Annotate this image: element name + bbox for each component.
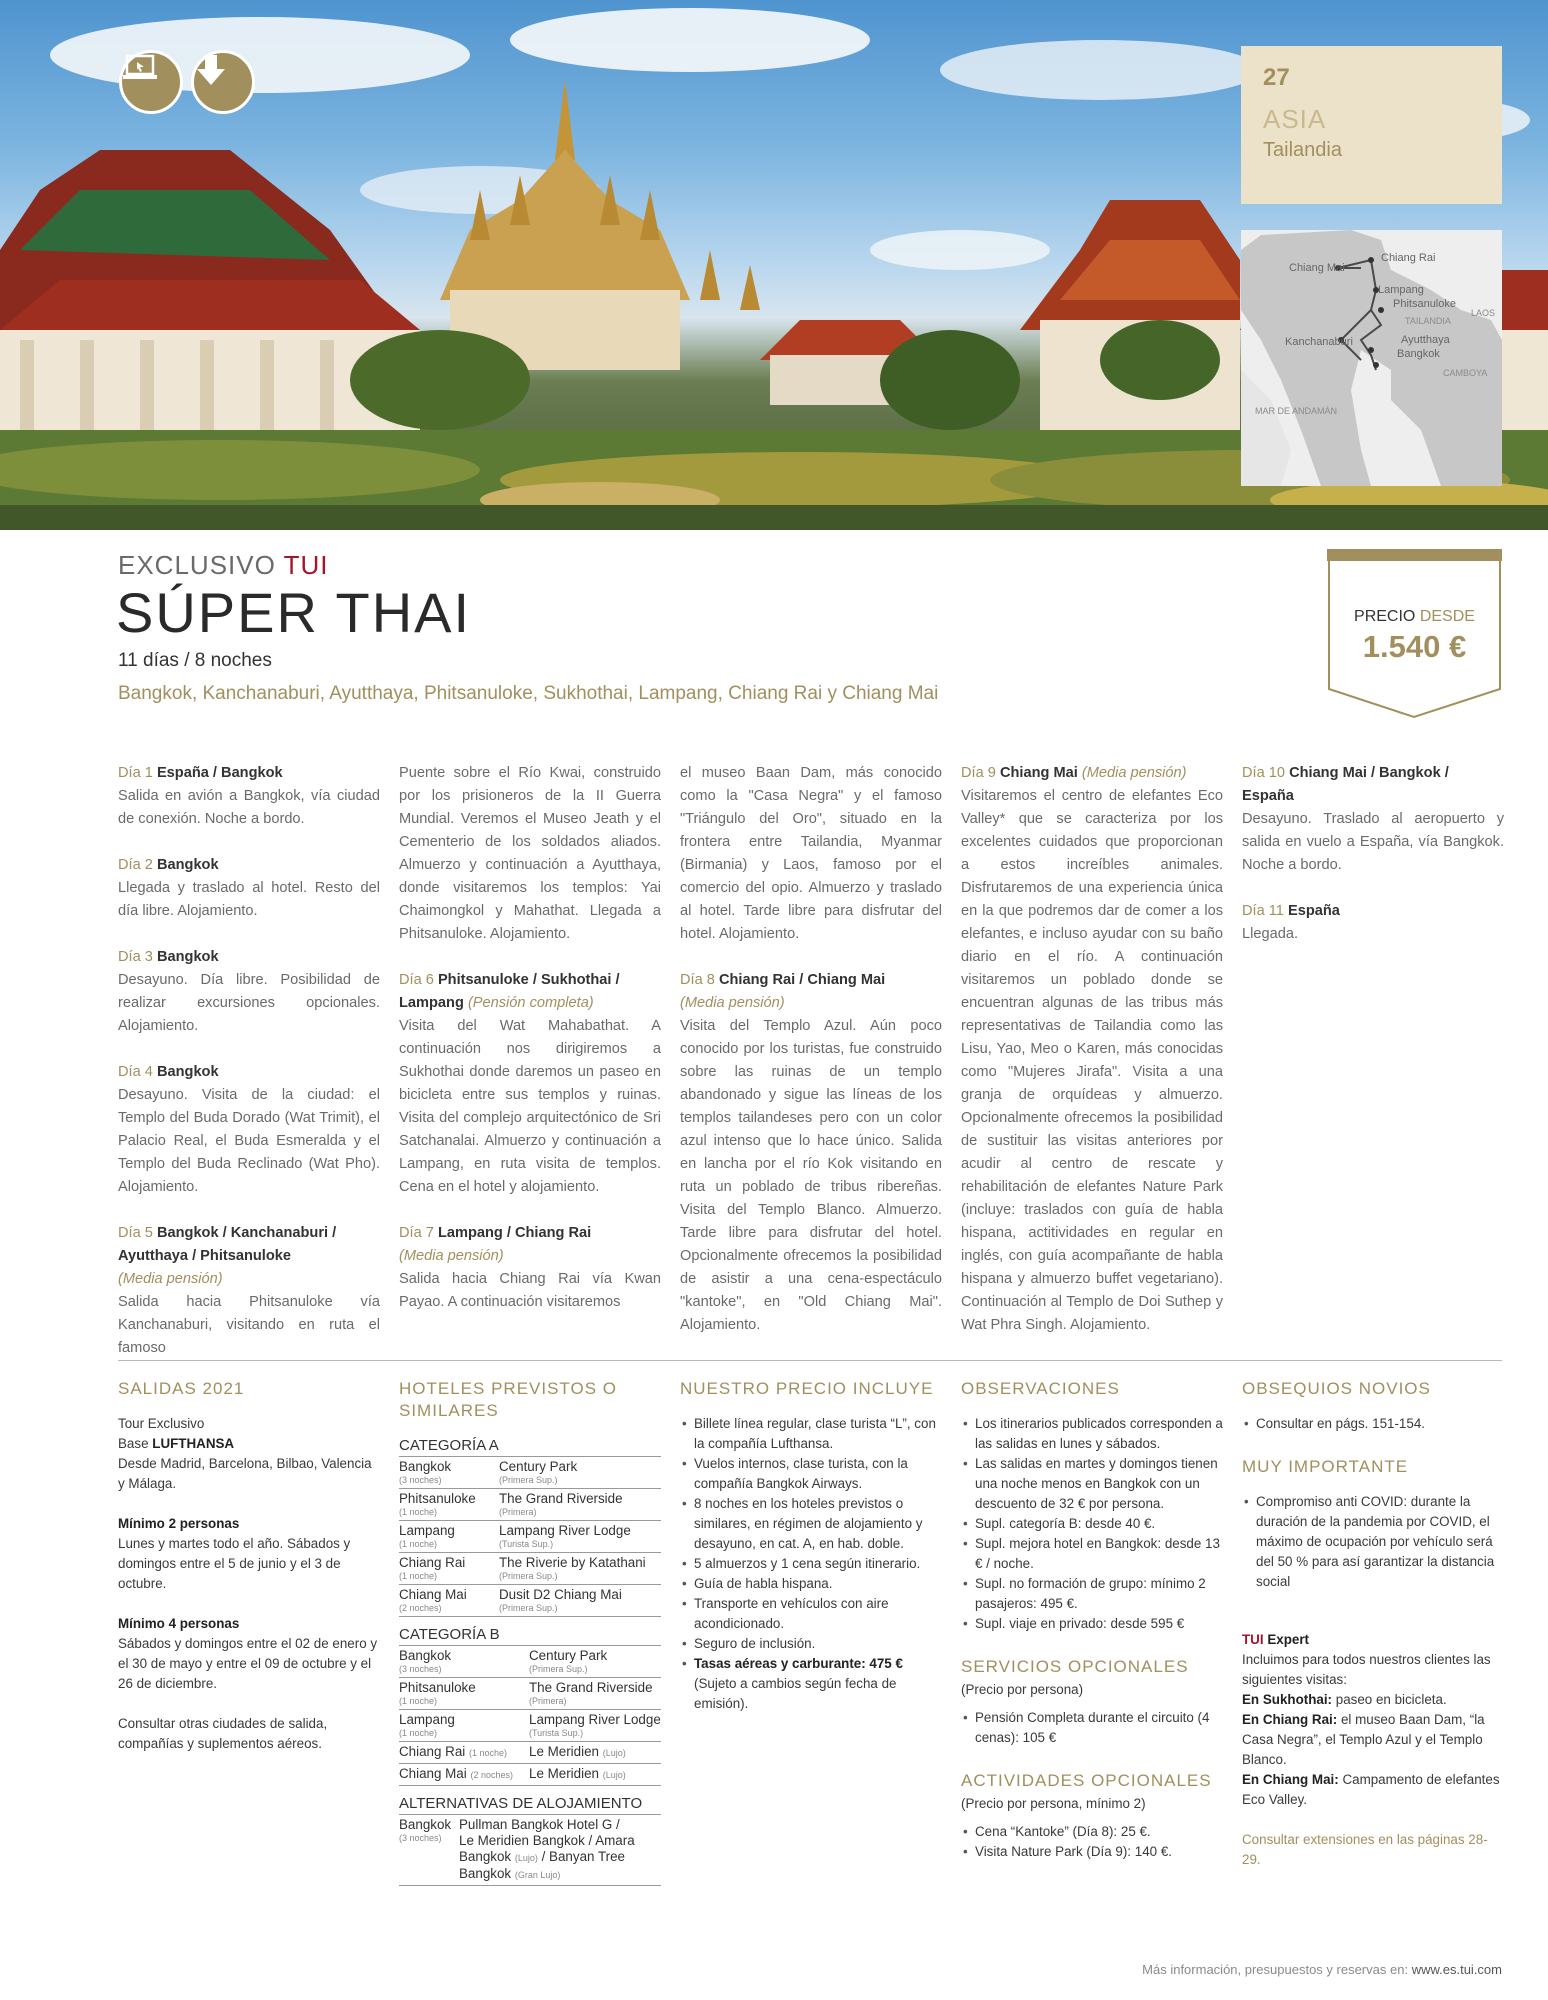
route-map: [1241, 230, 1502, 486]
list-item: • Supl. mejora hotel en Bangkok: desde 13 € / noche.: [961, 1534, 1223, 1574]
extensions-note: Consultar extensiones en las páginas 28-29.: [1242, 1832, 1488, 1867]
section-title: OBSERVACIONES: [961, 1379, 1120, 1398]
list-item: • Los itinerarios publicados corresponden a las salidas en lunes y sábados.: [961, 1414, 1223, 1454]
itinerary-day: Día 2 Bangkok Llegada y traslado al hotel. Resto del día libre. Alojamiento.: [118, 857, 380, 919]
download-arrow-icon[interactable]: [191, 50, 255, 114]
footer: Más información, presupuestos y reservas en: www.es.tui.com: [1142, 1962, 1502, 1977]
hotel-row: Phitsanuloke (1 noche) The Grand Riverside (Primera): [399, 1489, 661, 1521]
list-item: • Supl. viaje en privado: desde 595 €: [961, 1614, 1223, 1634]
itinerary-day: Día 9 Chiang Mai (Media pensión) Visitaremos el centro de elefantes Eco Valley* que se caracteriza por los excelentes cuidados que proporcionan a estos increíbles animales. Disfrutaremos de una experiencia única en la que podremos dar de comer a los elefantes, e incluso ayudar con su baño diario en el río. A continuación visitaremos un poblado donde se encuentran algunas de las tribus más representativas de Tailandia como las Lisu, Yao, Meo o Karen, más conocidas como "Mujeres Jirafa". Visita a una granja de orquídeas y almuerzo. Opcionalmente ofrecemos la posibilidad de sustituir las visitas anteriores por acudir al centro de rescate y rehabilitación de elefantes Nature Park (incluye: traslados con guía de habla hispana, actitividades en regular en inglés, con guía acompañante de habla hispana y almuerzo buffet vegetariano). Continuación al Templo de Doi Suthep y Wat Phra Singh. Alojamiento.: [961, 765, 1223, 1333]
hotel-row: Lampang (1 noche) Lampang River Lodge (Turista Sup.): [399, 1710, 661, 1742]
map-label-chiang-rai: Chiang Rai: [1381, 252, 1436, 264]
page-number: 27: [1263, 64, 1290, 91]
list-item: • Tasas aéreas y carburante: 475 € (Sujeto a cambios según fecha de emisión).: [680, 1654, 942, 1714]
list-item: • 8 noches en los hoteles previstos o similares, en régimen de alojamiento y desayuno, en cat. A, en hab. doble.: [680, 1494, 942, 1554]
itinerary-column-4: [961, 762, 1223, 1360]
hotel-alternatives-title: ALTERNATIVAS DE ALOJAMIENTO: [399, 1794, 661, 1815]
hotel-row: Bangkok (3 noches) Century Park (Primera Sup.): [399, 1457, 661, 1489]
list-item: • Compromiso anti COVID: durante la duración de la pandemia por COVID, el máximo de ocupación por vehículo será del 50 % para así garantizar la distancia social: [1242, 1492, 1504, 1592]
itinerary-day: Día 3 Bangkok Desayuno. Día libre. Posibilidad de realizar excursiones opcionales. Alojamiento.: [118, 949, 380, 1034]
optional-activities-list: [961, 1822, 1223, 1862]
list-item: • Guía de habla hispana.: [680, 1574, 942, 1594]
list-item: • Supl. categoría B: desde 40 €.: [961, 1514, 1223, 1534]
hotel-row: Chiang Mai (2 noches) Dusit D2 Chiang Mai (Primera Sup.): [399, 1585, 661, 1617]
section-title: OBSEQUIOS NOVIOS: [1242, 1379, 1431, 1398]
itinerary-day: Día 6 Phitsanuloke / Sukhothai / Lampang (Pensión completa) Visita del Wat Mahabathat. A continuación nos dirigiremos a Sukhothai donde daremos un paseo en bicicleta entre sus templos y ruinas. Visita del complejo arquitectónico de Sri Satchanalai. Almuerzo y continuación a Lampang, en ruta visita de templos. Cena en el hotel y alojamiento.: [399, 972, 661, 1195]
gifts-list: [1242, 1414, 1504, 1434]
exclusive-label: EXCLUSIVO TUI: [118, 550, 329, 580]
hotels-section: [399, 1378, 661, 1886]
list-item: • Las salidas en martes y domingos tienen una noche menos en Bangkok con un descuento de 32 € por persona.: [961, 1454, 1223, 1514]
map-label-tailandia: TAILANDIA: [1405, 316, 1451, 326]
map-label-kanchanaburi: Kanchanaburi: [1285, 336, 1353, 348]
includes-list: [680, 1414, 942, 1714]
itinerary-day: Día 1 España / Bangkok Salida en avión a Bangkok, vía ciudad de conexión. Noche a bordo.: [118, 765, 380, 827]
website-link[interactable]: www.es.tui.com: [1411, 1962, 1502, 1977]
laptop-icon[interactable]: [119, 50, 183, 114]
hotel-row: Chiang Rai (1 noche) Le Meridien (Lujo): [399, 1742, 661, 1764]
list-item: • Transporte en vehículos con aire acondicionado.: [680, 1594, 942, 1634]
price-badge: [1327, 549, 1502, 719]
list-item: • Supl. no formación de grupo: mínimo 2 pasajeros: 495 €.: [961, 1574, 1223, 1614]
map-label-bangkok: Bangkok: [1397, 348, 1440, 360]
section-title: HOTELES PREVISTOS O SIMILARES: [399, 1379, 618, 1420]
price-includes-section: [680, 1378, 942, 1714]
optional-services-list: [961, 1708, 1223, 1748]
page-title: SÚPER THAI: [116, 581, 472, 644]
itinerary-day: Día 7 Lampang / Chiang Rai (Media pensión) Salida hacia Chiang Rai vía Kwan Payao. A continuación visitaremos: [399, 1225, 661, 1310]
itinerary-continuation: el museo Baan Dam, más conocido como la "Casa Negra" y el famoso "Triángulo del Oro", situado en la frontera entre Tailandia, Myanmar (Birmania) y Laos, famoso por el comercio del opio. Almuerzo y traslado al hotel. Tarde libre para disfrutar del hotel. Alojamiento.: [680, 765, 942, 942]
map-label-lampang: Lampang: [1378, 284, 1424, 296]
section-divider: [118, 1360, 1502, 1361]
list-item: • Visita Nature Park (Día 9): 140 €.: [961, 1842, 1223, 1862]
region-label: ASIA: [1263, 104, 1327, 134]
hotel-row: Phitsanuloke (1 noche) The Grand Riverside (Primera): [399, 1678, 661, 1710]
map-label-phitsanuloke: Phitsanuloke: [1393, 298, 1456, 310]
hotel-row: Bangkok (3 noches) Pullman Bangkok Hotel G / Le Meridien Bangkok / Amara Bangkok (Lujo) / Banyan Tree Bangkok (Gran Lujo): [399, 1815, 661, 1886]
location-box: [1241, 46, 1502, 204]
itinerary-column-2: [399, 762, 661, 1337]
country-label: Tailandia: [1263, 139, 1342, 161]
list-item: • Seguro de inclusión.: [680, 1634, 942, 1654]
hotel-row: Chiang Rai (1 noche) The Riverie by Katathani (Primera Sup.): [399, 1553, 661, 1585]
itinerary-day: Día 5 Bangkok / Kanchanaburi / Ayutthaya / Phitsanuloke (Media pensión) Salida hacia Phitsanuloke vía Kanchanaburi, visitando en ruta el famoso: [118, 1225, 380, 1356]
section-title: MUY IMPORTANTE: [1242, 1457, 1409, 1476]
hotel-row: Chiang Mai (2 noches) Le Meridien (Lujo): [399, 1764, 661, 1786]
itinerary-continuation: Puente sobre el Río Kwai, construido por los prisioneros de la II Guerra Mundial. Veremos el Museo Jeath y el Cementerio de los soldados aliados. Almuerzo y continuación a Ayutthaya, donde visitaremos los templos: Yai Chaimongkol y Mahathat. Llegada a Phitsanuloke. Alojamiento.: [399, 765, 661, 942]
observations-section: OBSERVACIONES • Los itinerarios publicados corresponden a las salidas en lunes y sábados. • Las salidas en martes y domingos tienen una noche menos en Bangkok con un descuento de 32 € por persona. • Supl. categoría B: desde 40 €. • Supl. mejora hotel en Bangkok: desde 13 € / noche. • Supl. no formación de grupo: mínimo 2 pasajeros: 495 €. • Supl. viaje en privado: desde 595 € SERVICIOS OPCIONALES (Precio por persona) • Pensión Completa durante el circuito (4 cenas): 105 € ACTIVIDADES OPCIONALES (Precio por persona, mínimo 2) • Cena “Kantoke” (Día 8): 25 €. • Visita Nature Park (Día 9): 140 €.: [961, 1378, 1223, 1862]
price-value: 1.540 €: [1362, 629, 1467, 664]
list-item: • Consultar en págs. 151-154.: [1242, 1414, 1504, 1434]
list-item: • Vuelos internos, clase turista, con la compañía Bangkok Airways.: [680, 1454, 942, 1494]
itinerary-day: Día 8 Chiang Rai / Chiang Mai (Media pensión) Visita del Templo Azul. Aún poco conocido por los turistas, fue construido sobre las ruinas de un templo abandonado y sigue las líneas de los templos tailandeses pero con un color azul intenso que lo hace único. Salida en lancha por el río Kok visitando en ruta un poblado de tribus ribereñas. Visita del Templo Blanco. Almuerzo. Tarde libre para disfrutar del hotel. Opcionalmente ofrecemos la posibilidad de asistir a una cena-espectáculo "kantoke", en "Old Chiang Mai". Alojamiento.: [680, 972, 942, 1333]
tui-expert-block: TUI Expert Incluimos para todos nuestros clientes las siguientes visitas: En Sukhothai: paseo en bicicleta. En Chiang Rai: el museo Baan Dam, “la Casa Negra”, el Templo Azul y el Templo Blanco. En Chiang Mai: Campamento de elefantes Eco Valley.: [1242, 1632, 1500, 1807]
list-item: • 5 almuerzos y 1 cena según itinerario.: [680, 1554, 942, 1574]
price-label: PRECIO DESDE: [1354, 608, 1475, 625]
itinerary-column-1: [118, 762, 380, 1383]
map-label-camboya: CAMBOYA: [1443, 368, 1488, 378]
hotel-row: Bangkok (3 noches) Century Park (Primera Sup.): [399, 1646, 661, 1678]
itinerary-day: Día 11 España Llegada.: [1242, 903, 1340, 942]
route-cities: Bangkok, Kanchanaburi, Ayutthaya, Phitsanuloke, Sukhothai, Lampang, Chiang Rai y Chiang Mai: [118, 683, 939, 704]
list-item: • Cena “Kantoke” (Día 8): 25 €.: [961, 1822, 1223, 1842]
hotel-category: CATEGORÍA A: [399, 1436, 661, 1457]
hotel-row: Lampang (1 noche) Lampang River Lodge (Turista Sup.): [399, 1521, 661, 1553]
itinerary-column-3: [680, 762, 942, 1360]
list-item: • Billete línea regular, clase turista “L”, con la compañía Lufthansa.: [680, 1414, 942, 1454]
section-title: SERVICIOS OPCIONALES: [961, 1657, 1189, 1676]
brand-name: TUI: [283, 550, 329, 580]
departures-section: SALIDAS 2021 Tour Exclusivo Base LUFTHANSA Desde Madrid, Barcelona, Bilbao, Valencia y Málaga. Mínimo 2 personas Lunes y martes todo el año. Sábados y domingos entre el 5 de junio y el 3 de octubre. Mínimo 4 personas Sábados y domingos entre el 02 de enero y el 30 de mayo y entre el 09 de octubre y el 26 de diciembre. Consultar otras ciudades de salida, compañías y suplementos aéreos.: [118, 1378, 380, 1774]
itinerary-day: Día 4 Bangkok Desayuno. Visita de la ciudad: el Templo del Buda Dorado (Wat Trimit), el Palacio Real, el Buda Esmeralda y el Templo del Buda Reclinado (Wat Pho). Alojamiento.: [118, 1064, 380, 1195]
gifts-section: [1242, 1378, 1504, 1870]
itinerary-day: Día 10 Chiang Mai / Bangkok / España Desayuno. Traslado al aeropuerto y salida en vuelo a España, vía Bangkok. Noche a bordo.: [1242, 765, 1504, 873]
map-label-chiang-mai: Chiang Mai: [1289, 262, 1345, 274]
tui-brand: TUI: [1242, 1632, 1264, 1647]
map-label-laos: LAOS: [1471, 308, 1496, 318]
list-item: • Pensión Completa durante el circuito (4 cenas): 105 €: [961, 1708, 1223, 1748]
map-label-ayutthaya: Ayutthaya: [1401, 334, 1450, 346]
observations-list: [961, 1414, 1223, 1634]
hotel-category: CATEGORÍA B: [399, 1625, 661, 1646]
section-title: SALIDAS 2021: [118, 1379, 245, 1398]
map-label-mar-de-andaman: MAR DE ANDAMÁN: [1255, 406, 1338, 416]
section-title: ACTIVIDADES OPCIONALES: [961, 1771, 1212, 1790]
important-list: [1242, 1492, 1504, 1592]
itinerary-column-5: [1242, 762, 1504, 969]
section-title: NUESTRO PRECIO INCLUYE: [680, 1379, 934, 1398]
trip-duration: 11 días / 8 noches: [118, 650, 272, 671]
